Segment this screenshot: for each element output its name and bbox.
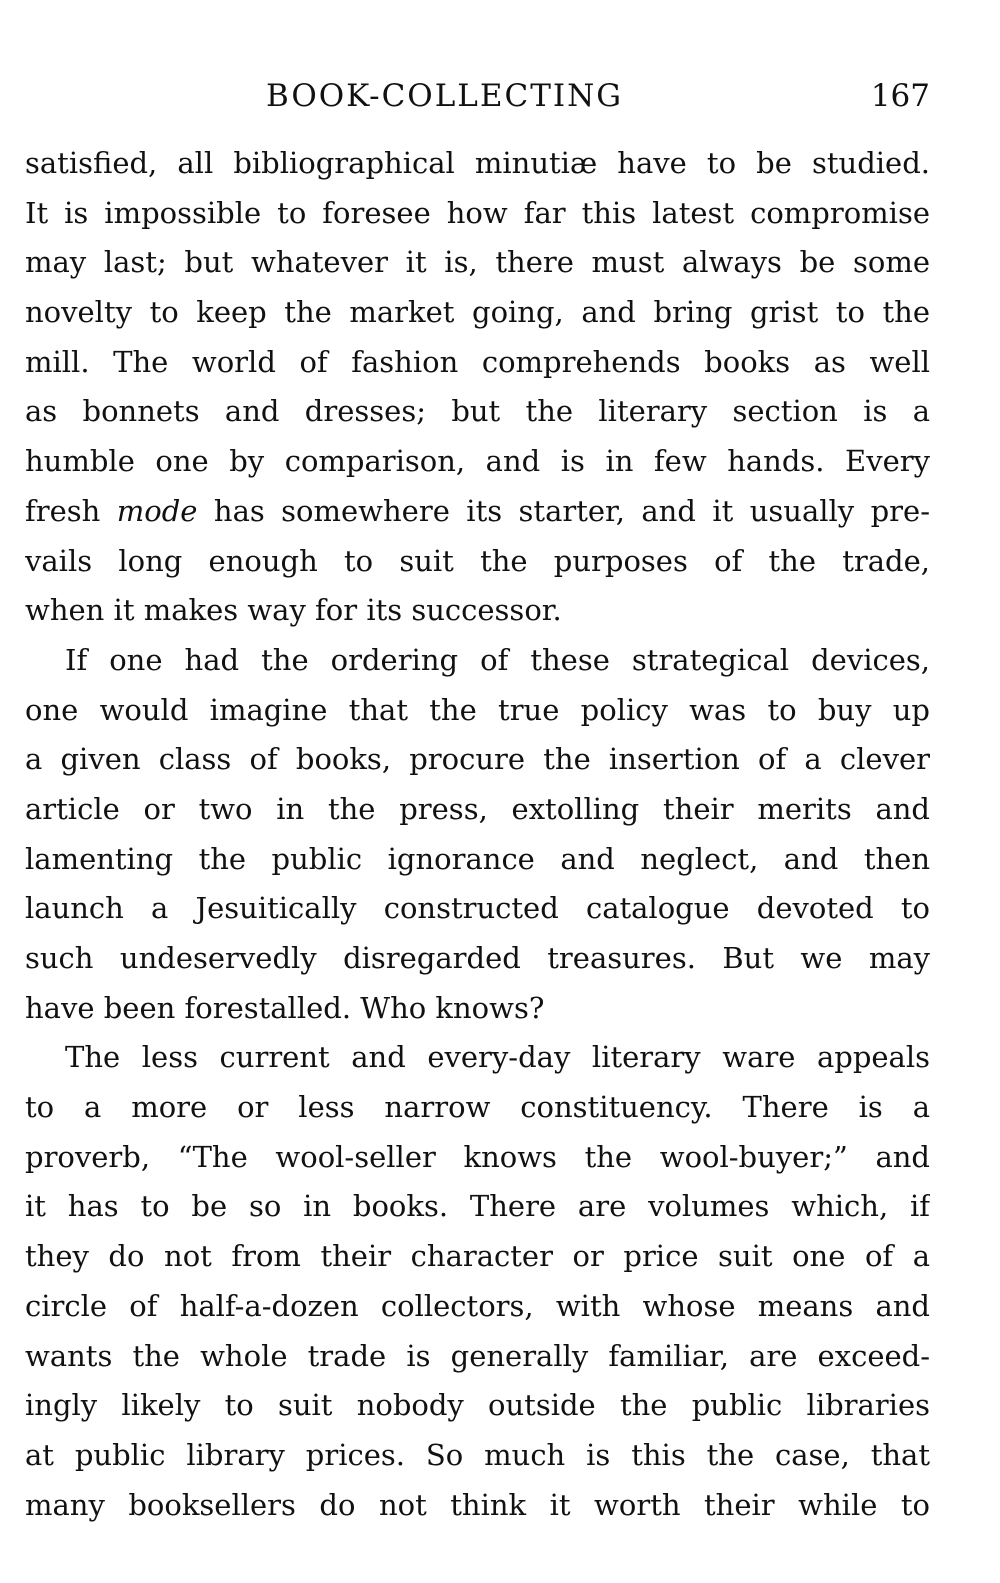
text-line: to a more or less narrow constituency. There is a — [25, 1090, 930, 1125]
text-line: such undeservedly disregarded treasures. But we may — [25, 941, 930, 975]
text-line: The less current and every-day literary ware appeals — [65, 1040, 930, 1075]
text-line: lamenting the public ignorance and neglect, and then — [25, 841, 930, 876]
text-line: may last; but whatever it is, there must always be some — [25, 245, 930, 280]
text-line: wants the whole trade is generally familiar, are exceed- — [25, 1338, 930, 1373]
text-segment: has somewhere its starter, and it usually pre- — [197, 493, 930, 528]
text-line: mill. The world of fashion comprehends books as well — [25, 344, 930, 379]
page-number: 167 — [870, 78, 930, 114]
italic-word: mode — [116, 493, 198, 528]
text-line: proverb, “The wool-seller knows the wool-buyer;” and — [25, 1139, 930, 1174]
text-line: vails long enough to suit the purposes of the trade, — [25, 543, 930, 578]
text-line: they do not from their character or price suit one of a — [25, 1239, 930, 1274]
text-line: as bonnets and dresses; but the literary section is a — [25, 394, 930, 429]
text-line: a given class of books, procure the insertion of a clever — [25, 742, 930, 777]
text-line: have been forestalled. Who knows? — [25, 990, 545, 1025]
body-text — [25, 139, 930, 1530]
text-line: at public library prices. So much is this the case, that — [25, 1437, 930, 1472]
text-line: circle of half-a-dozen collectors, with whose means and — [25, 1288, 930, 1323]
text-line: It is impossible to foresee how far this latest compromise — [25, 195, 930, 230]
text-line: If one had the ordering of these strategical devices, — [65, 642, 930, 677]
text-line: humble one by comparison, and is in few hands. Every — [25, 444, 930, 479]
text-line: launch a Jesuitically constructed catalogue devoted to — [25, 891, 930, 926]
text-line: ingly likely to suit nobody outside the public libraries — [25, 1388, 930, 1423]
text-line — [25, 487, 930, 537]
running-title: BOOK-COLLECTING — [266, 78, 624, 114]
text-line: it has to be so in books. There are volumes which, if — [25, 1189, 930, 1224]
book-page — [25, 0, 930, 1583]
text-segment: fresh — [25, 493, 117, 528]
text-line: satisfied, all bibliographical minutiæ have to be studied. — [25, 146, 930, 180]
text-line: novelty to keep the market going, and bring grist to the — [25, 295, 930, 330]
text-line: one would imagine that the true policy was to buy up — [25, 692, 930, 727]
text-line: many booksellers do not think it worth their while to — [25, 1487, 930, 1522]
text-line: when it makes way for its successor. — [25, 593, 562, 628]
text-line: article or two in the press, extolling their merits and — [25, 791, 930, 826]
page-header — [25, 74, 930, 118]
